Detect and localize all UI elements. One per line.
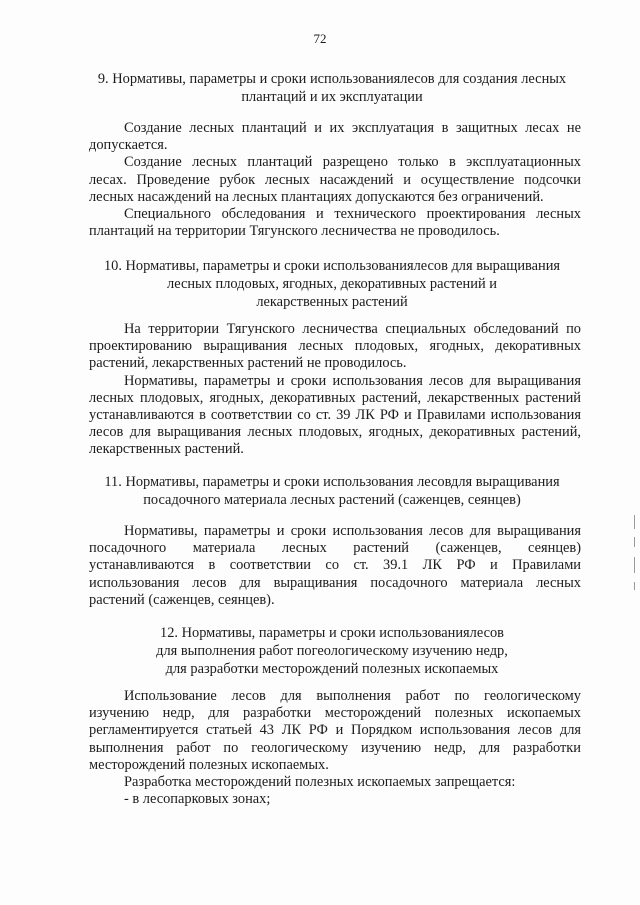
- section-11-heading: [86, 473, 578, 509]
- body-line: Нормативы, параметры и сроки использования лесов для выращивания: [124, 523, 581, 539]
- body-line: лесах. Проведение рубок лесных насаждений и осуществление подсочки: [89, 171, 581, 188]
- heading-line: 12. Нормативы, параметры и сроки использованиялесов: [160, 625, 504, 641]
- body-line: лесов для выращивания лесных плодовых, ягодных, декоративных растений,: [89, 424, 581, 441]
- body-line: Использование лесов для выполнения работ по геологическому: [124, 688, 581, 704]
- body-line: посадочного материала лесных растений (саженцев, сеянцев): [89, 540, 581, 557]
- body-line: устанавливаются в соответствии со ст. 39.1 ЛК РФ и Правилами: [89, 557, 581, 574]
- body-line: месторождений полезных ископаемых.: [89, 756, 329, 773]
- body-line: изучению недр, для разработки месторождений полезных ископаемых: [89, 705, 581, 722]
- body-line: использования лесов для выращивания посадочного материала лесных: [89, 574, 581, 591]
- section-11-body: [89, 523, 581, 609]
- body-line: Создание лесных плантаций разрещено только в эксплуатационных: [124, 154, 581, 171]
- heading-line: 9. Нормативы, параметры и сроки использованиялесов для создания лесных: [97, 71, 567, 87]
- heading-line: для выполнения работ погеологическому изучению недр,: [156, 643, 508, 659]
- heading-line: плантаций и их эксплуатации: [241, 89, 423, 105]
- body-line: лесных плодовых, ягодных, декоративных растений, лекарственных растений: [89, 389, 581, 406]
- body-line: регламентируется статьей 43 ЛК РФ и Порядком использования лесов для: [89, 722, 581, 739]
- body-line: устанавливаются в соответствии со ст. 39 ЛК РФ и Правилами использования: [89, 407, 581, 424]
- body-line: растений, лекарственных растений не проводилось.: [89, 355, 407, 372]
- body-line: лесных насаждений на лесных плантациях допускаются без ограничений.: [89, 188, 544, 205]
- section-12-heading: [86, 624, 578, 678]
- heading-line: посадочного материала лесных растений (саженцев, сеянцев): [143, 492, 521, 508]
- heading-line: для разработки месторождений полезных ископаемых: [165, 661, 499, 677]
- body-line: Специального обследования и технического проектирования лесных: [124, 206, 581, 223]
- body-line: лекарственных растений.: [89, 441, 244, 458]
- section-12-body: [89, 688, 581, 808]
- heading-line: 10. Нормативы, параметры и сроки использованиялесов для выращивания: [103, 258, 561, 274]
- section-10-heading: [86, 257, 578, 311]
- body-line: допускается.: [89, 137, 168, 154]
- heading-line: 11. Нормативы, параметры и сроки использования лесовдля выращивания: [104, 474, 560, 490]
- body-line: На территории Тягунского лесничества специальных обследований по: [124, 321, 581, 337]
- body-line: выполнения работ по геологическому изучению недр, для разработки: [89, 739, 581, 756]
- body-line: Нормативы, параметры и сроки использования лесов для выращивания: [124, 372, 581, 389]
- section-9-heading: [86, 70, 578, 106]
- page-number: 72: [313, 31, 327, 46]
- heading-line: лекарственных растений: [256, 294, 408, 310]
- heading-line: лесных плодовых, ягодных, декоративных растений и: [167, 276, 497, 292]
- section-10-body: [89, 321, 581, 459]
- body-line: проектированию выращивания лесных плодовых, ягодных, декоративных: [89, 338, 581, 355]
- body-line: плантаций на территории Тягунского лесничества не проводилось.: [89, 223, 500, 240]
- body-line: Создание лесных плантаций и их эксплуатация в защитных лесах не: [124, 120, 581, 136]
- body-line: растений (саженцев, сеянцев).: [89, 591, 275, 608]
- scan-margin-marks: [632, 515, 638, 595]
- section-9-body: [89, 120, 581, 240]
- body-line: - в лесопарковых зонах;: [124, 791, 271, 808]
- body-line: Разработка месторождений полезных ископаемых запрещается:: [124, 774, 516, 791]
